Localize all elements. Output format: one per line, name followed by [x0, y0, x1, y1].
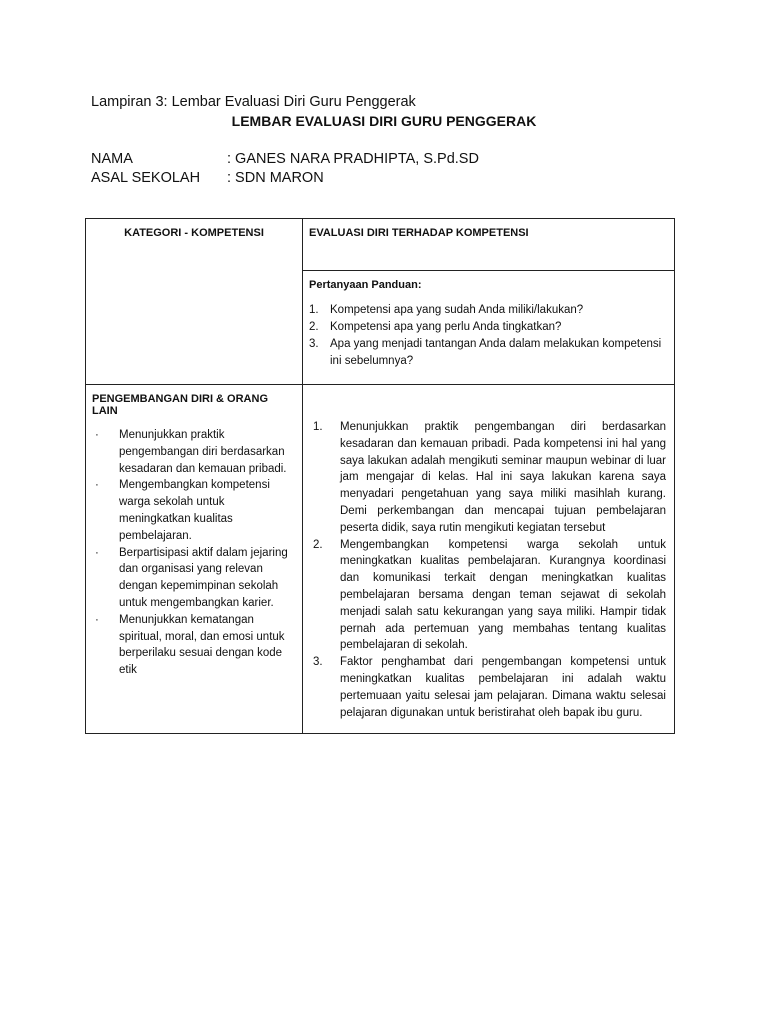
list-item [309, 302, 666, 319]
kompetensi-cell [86, 385, 303, 734]
list-item [95, 545, 294, 612]
evaluasi-cell [303, 385, 675, 734]
bullet-icon: · [95, 546, 99, 559]
list-item [313, 537, 666, 655]
asal-sekolah-value: : SDN MARON [227, 170, 324, 186]
list-text: Berpartisipasi aktif dalam jejaring dan organisasi yang relevan dengan kepemimpinan sekolah untuk mengembangkan karier. [119, 546, 288, 609]
list-number: 1. [309, 304, 319, 316]
kategori-header: KATEGORI - KOMPETENSI [124, 227, 264, 239]
panduan-list [309, 302, 666, 370]
section-title: PENGEMBANGAN DIRI & ORANG LAIN [92, 393, 269, 417]
panduan-title: Pertanyaan Panduan: [309, 279, 422, 291]
evaluasi-list [313, 419, 666, 721]
table-header-row [86, 219, 675, 271]
list-text: Kompetensi apa yang perlu Anda tingkatkan? [330, 321, 562, 333]
list-text: Menunjukkan praktik pengembangan diri berdasarkan kesadaran dan kemauan pribadi. [119, 429, 287, 475]
list-number: 1. [313, 421, 323, 433]
nama-value: : GANES NARA PRADHIPTA, S.Pd.SD [227, 151, 479, 167]
asal-sekolah-row [91, 170, 324, 186]
kompetensi-list [95, 427, 294, 679]
list-item [313, 419, 666, 537]
bullet-icon: · [95, 613, 99, 626]
list-item [95, 427, 294, 477]
list-number: 2. [309, 321, 319, 333]
list-item [309, 336, 666, 370]
list-item [313, 654, 666, 721]
document-title: LEMBAR EVALUASI DIRI GURU PENGGERAK [231, 113, 537, 129]
nama-row [91, 151, 479, 167]
list-number: 2. [313, 538, 323, 551]
nama-label: NAMA [91, 151, 133, 167]
list-item [309, 319, 666, 336]
bullet-icon: · [95, 479, 99, 492]
list-number: 3. [313, 656, 323, 669]
panduan-cell [303, 271, 675, 385]
list-text: Mengembangkan kompetensi warga sekolah untuk meningkatkan kualitas pembelajaran. Kurangnya koordinasi dan komunikasi terkait dengan meningkatkan kualitas pembelajaran bersama dengan teman sejawat di sekolah menjadi salah satu kekurangan yang saya miliki. Hampir tidak pernah ada pertemuan yang membahas tentang kualitas pembelajaran di sekolah. [340, 538, 666, 652]
asal-sekolah-label: ASAL SEKOLAH [91, 170, 201, 186]
list-item [95, 477, 294, 544]
list-item [95, 612, 294, 679]
kategori-header-cell [86, 219, 303, 385]
list-text: Apa yang menjadi tantangan Anda dalam melakukan kompetensi ini sebelumnya? [330, 338, 662, 367]
list-number: 3. [309, 338, 319, 350]
list-text: Menunjukkan praktik pengembangan diri berdasarkan kesadaran dan kemauan pribadi. Pada kompetensi ini hal yang saya lakukan adalah mengikuti seminar maupun webinar di luar jam mengajar di kelas. Hal ini saya lakukan karena saya menyadari pengetahuan yang saya miliki masihlah kurang. Demi perkembangan dan mencapai tujuan pembelajaran peserta didik, saya rutin mengikuti kegiatan tersebut [340, 421, 666, 534]
lampiran-heading: Lampiran 3: Lembar Evaluasi Diri Guru Penggerak [91, 94, 416, 110]
evaluasi-header: EVALUASI DIRI TERHADAP KOMPETENSI [309, 227, 529, 239]
section-row [86, 385, 675, 734]
list-text: Faktor penghambat dari pengembangan kompetensi untuk meningkatkan kualitas pembelajaran ini adalah waktu pertemuaan yaitu selesai jam pelajaran. Dimana waktu selesai pelajaran digunakan untuk beristirahat oleh bapak ibu guru. [340, 656, 666, 719]
bullet-icon: · [95, 429, 99, 441]
evaluasi-header-cell [303, 219, 675, 271]
list-text: Kompetensi apa yang sudah Anda miliki/lakukan? [330, 304, 584, 316]
list-text: Menunjukkan kematangan spiritual, moral, dan emosi untuk berperilaku sesuai dengan kode etik [119, 613, 285, 677]
list-text: Mengembangkan kompetensi warga sekolah untuk meningkatkan kualitas pembelajaran. [119, 479, 270, 542]
evaluation-table [85, 218, 675, 734]
